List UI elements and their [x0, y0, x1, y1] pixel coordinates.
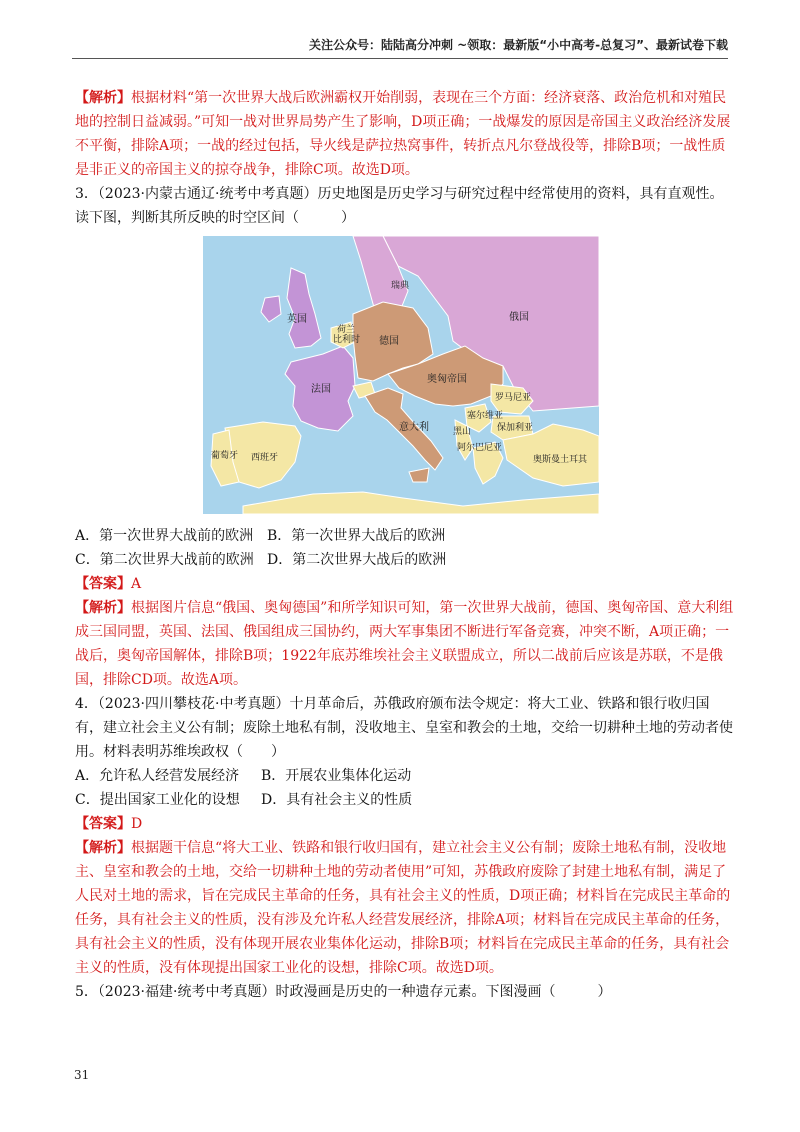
question-4-answer: [75, 812, 735, 836]
label-spain: 西班牙: [251, 453, 279, 463]
label-holland: 荷兰: [337, 325, 356, 335]
question-3-answer: [75, 572, 735, 596]
label-france: 法国: [311, 384, 331, 395]
analysis-tag: 【解析】: [75, 600, 131, 616]
question-number: 3．: [75, 186, 98, 202]
question-text: （2023·四川攀枝花·中考真题）十月革命后，苏俄政府颁布法令规定：将大工业、铁路和银行收归国有，建立社会主义公有制；废除土地私有制，没收地主、皇室和教会的土地，交给一切耕种土地的劳动者使用。材料表明苏维埃政权（ ）: [75, 696, 733, 760]
question-4-stem: [75, 692, 735, 764]
question-3-options-row-1: [75, 524, 735, 548]
page-number: 31: [74, 1068, 90, 1082]
analysis-tag: 【解析】: [75, 840, 131, 856]
label-albania: 阿尔巴尼亚: [457, 443, 503, 453]
label-russia: 俄国: [509, 312, 529, 323]
label-italy: 意大利: [399, 422, 429, 433]
option-c[interactable]: C．提出国家工业化的设想: [75, 792, 240, 808]
label-sweden: 瑞典: [391, 281, 410, 291]
question-text: （2023·内蒙古通辽·统考中考真题）历史地图是历史学习与研究过程中经常使用的资料，具有直观性。读下图，判断其所反映的时空区间（ ）: [75, 186, 724, 226]
answer-value: D: [131, 816, 143, 832]
previous-question-analysis: [75, 86, 735, 182]
label-britain: 英国: [287, 314, 307, 325]
analysis-text: 根据材料“第一次世界大战后欧洲霸权开始削弱，表现在三个方面：经济衰落、政治危机和对殖民地的控制日益减弱。”可知一战对世界局势产生了影响，D项正确；一战爆发的原因是帝国主义政治经济发展不平衡，排除A项；一战的经过包括，导火线是萨拉热窝事件，转折点凡尔登战役等，排除B项；一战性质是非正义的帝国主义的掠夺战争，排除C项。故选D项。: [75, 90, 731, 178]
answer-tag: 【答案】: [75, 576, 131, 592]
analysis-text: 根据图片信息“俄国、奥匈德国”和所学知识可知，第一次世界大战前，德国、奥匈帝国、意大利组成三国同盟，英国、法国、俄国组成三国协约，两大军事集团不断进行军备竞赛，冲突不断，A项正确；一战后，奥匈帝国解体，排除B项；1922年底苏维埃社会主义联盟成立，所以二战前后应该是苏联，不是俄国，排除CD项。故选A项。: [75, 600, 734, 688]
label-belgium: 比利时: [333, 335, 361, 345]
analysis-text: 根据题干信息“将大工业、铁路和银行收归国有，建立社会主义公有制；废除土地私有制，没收地主、皇室和教会的土地，交给一切耕种土地的劳动者使用”可知，苏俄政府废除了封建土地私有制，满足了人民对土地的需求，旨在完成民主革命的任务，具有社会主义的性质，D项正确；材料旨在完成民主革命的任务，具有社会主义的性质，没有涉及允许私人经营发展经济，排除A项；材料旨在完成民主革命的任务，具有社会主义的性质，没有体现开展农业集体化运动，排除B项；材料旨在完成民主革命的任务，具有社会主义的性质，没有体现提出国家工业化的设想，排除C项。故选D项。: [75, 840, 731, 976]
question-4-analysis: [75, 836, 735, 980]
question-number: 4．: [75, 696, 98, 712]
question-text: （2023·福建·统考中考真题）时政漫画是历史的一种遗存元素。下图漫画（ ）: [97, 984, 612, 1000]
option-c[interactable]: C．第二次世界大战前的欧洲: [75, 552, 254, 568]
label-austria-hungary: 奥匈帝国: [427, 374, 467, 385]
page-header: 关注公众号：陆陆高分冲刺 ~领取：最新版“小中高考-总复习”、最新试卷下载: [309, 38, 728, 52]
option-d[interactable]: D．具有社会主义的性质: [261, 792, 413, 808]
label-romania: 罗马尼亚: [495, 393, 532, 403]
europe-historical-map: [203, 236, 599, 514]
label-montenegro: 黑山: [453, 427, 472, 437]
map-svg: [203, 236, 599, 514]
label-germany: 德国: [379, 336, 399, 347]
analysis-tag: 【解析】: [75, 90, 131, 106]
answer-tag: 【答案】: [75, 816, 131, 832]
question-number: 5．: [75, 984, 98, 1000]
question-3-options-row-2: [75, 548, 735, 572]
option-b[interactable]: B．开展农业集体化运动: [261, 768, 412, 784]
label-serbia: 塞尔维亚: [467, 411, 504, 421]
question-4-options-row-1: [75, 764, 735, 788]
question-4-options-row-2: [75, 788, 735, 812]
question-5-stem: [75, 980, 735, 1004]
question-3-analysis: [75, 596, 735, 692]
label-portugal: 葡萄牙: [211, 451, 239, 461]
page-content: [75, 86, 735, 1004]
answer-value: A: [131, 576, 142, 592]
label-ottoman: 奥斯曼土耳其: [533, 455, 588, 465]
question-3-stem: [75, 182, 735, 230]
option-d[interactable]: D．第二次世界大战后的欧洲: [267, 552, 447, 568]
label-bulgaria: 保加利亚: [497, 423, 534, 433]
option-a[interactable]: A．第一次世界大战前的欧洲: [75, 528, 254, 544]
header-divider: [72, 58, 728, 59]
option-b[interactable]: B．第一次世界大战后的欧洲: [267, 528, 446, 544]
option-a[interactable]: A．允许私人经营发展经济: [75, 768, 240, 784]
